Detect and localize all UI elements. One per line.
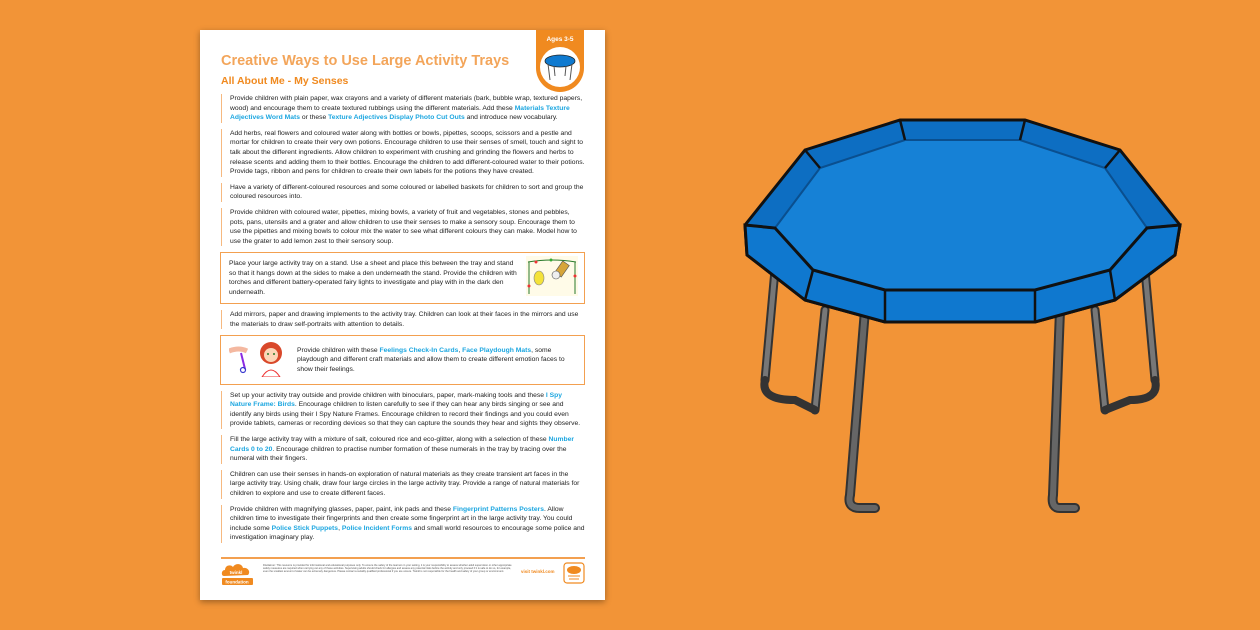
paragraph-text xyxy=(230,208,585,246)
activity-paragraph xyxy=(221,183,585,202)
paragraph-text-segment: , some playdough and different craft materials and allow them to create different emotion faces to show their feelings. xyxy=(297,346,565,373)
age-badge-label: Ages 3-5 xyxy=(546,36,574,43)
paragraph-text-segment: Add mirrors, paper and drawing implements to the activity tray. Children can look at their faces in the mirrors and use the materials to draw self-portraits with attention to details. xyxy=(230,310,579,328)
activity-paragraph xyxy=(221,129,585,177)
activity-paragraph xyxy=(221,391,585,429)
activity-paragraph xyxy=(221,470,585,499)
paragraph-text-segment: , xyxy=(458,346,463,354)
disclaimer: Disclaimer: This resource is provided for informational and educational purposes only. To ensure the safety of the learners in your setting, it is your responsibility to assess whether adult supervision or other appropriate safety measures are required when carrying out any of these activities. Supervising adults should check for allergies and assess any potential risks before the activity and only proceed if it is safe to do so, for example, even the smallest amount of water can be extremely dangerous. Please contact a suitably qualified professional if you are unsure. Twinkl is not responsible for the health and safety of your group or environment. xyxy=(263,564,512,574)
paragraph-text xyxy=(230,310,585,329)
activity-document xyxy=(200,30,605,600)
paragraph-text xyxy=(229,259,520,297)
paragraph-text-segment: and introduce new vocabulary. xyxy=(464,114,558,122)
resource-link[interactable]: Police Incident Forms xyxy=(341,524,412,532)
age-badge xyxy=(536,30,584,92)
quality-seal-icon xyxy=(563,562,585,584)
paragraph-text xyxy=(230,94,585,123)
paragraph-text-segment: Set up your activity tray outside and provide children with binoculars, paper, mark-making tools and these xyxy=(230,391,546,399)
paragraph-text xyxy=(230,505,585,543)
svg-text:foundation: foundation xyxy=(225,579,249,585)
paragraph-text-segment: . Allow children time to investigate their fingerprints and then create some fingerprint art in the large activity tray. You could include some xyxy=(230,505,573,532)
svg-text:twinkl: twinkl xyxy=(229,570,243,575)
paragraph-text-segment: Provide children with magnifying glasses, paper, paint, ink pads and these xyxy=(230,505,453,513)
paragraph-text xyxy=(230,183,585,202)
activity-paragraph xyxy=(221,310,585,329)
paragraph-text-segment: Children can use their senses in hands-on exploration of natural materials as they create transient art faces in the large activity tray. Using chalk, draw four large circles in the large activity tray. Provide a range of natural materials for children to explore and use to create different faces. xyxy=(230,470,580,498)
paragraph-text xyxy=(230,391,585,429)
resource-link[interactable]: Number Cards 0 to 20 xyxy=(230,436,575,453)
twinkl-foundation-logo xyxy=(221,562,254,586)
paragraph-text-segment: Provide children with coloured water, pipettes, mixing bowls, a variety of fruit and vegetables, stones and pebbles, pots, pans, utensils and a grater and allow children to use their senses to make a sensory soup. Encourage them to use the pipettes and mixing bowls to colour mix the water to see what different colours they can make. Model how to use the grater to add lemon zest to their sensory soup. xyxy=(230,208,577,245)
page-subtitle: All About Me - My Senses xyxy=(221,75,349,87)
resource-link[interactable]: Police Stick Puppets xyxy=(271,524,339,532)
paragraph-text-segment: , xyxy=(338,524,342,532)
page-title: Creative Ways to Use Large Activity Trays xyxy=(221,53,510,69)
paragraph-text-segment: and small world resources to encourage some police and investigation imaginary play. xyxy=(230,524,585,542)
paragraph-text xyxy=(230,129,585,177)
paragraph-text-segment: Have a variety of different-coloured resources and some coloured or labelled baskets for children to sort and group the coloured resources into. xyxy=(230,183,584,201)
activity-tray-illustration xyxy=(735,110,1185,520)
visit-link[interactable]: visit twinkl.com xyxy=(521,569,555,574)
paragraph-text xyxy=(297,346,578,375)
resource-link[interactable]: Fingerprint Patterns Posters xyxy=(452,505,545,513)
activity-list xyxy=(221,94,585,549)
activity-paragraph xyxy=(221,94,585,123)
paragraph-text-segment: Fill the large activity tray with a mixture of salt, coloured rice and eco-glitter, along with a selection of these xyxy=(230,436,549,444)
activity-paragraph xyxy=(220,252,585,304)
torch-and-fairy-lights-illustration xyxy=(526,256,578,300)
footer-divider xyxy=(221,557,585,559)
paragraph-text-segment: . Encourage children to practise number formation of these numerals in the tray by tracing over the numeral with their fingers. xyxy=(230,445,567,463)
paragraph-text-segment: or these xyxy=(300,114,329,122)
resource-link[interactable]: I Spy Nature Frame: Birds xyxy=(230,391,563,409)
paragraph-text-segment: Add herbs, real flowers and coloured water along with bottles or bowls, pipettes, scoops, scissors and a pestle and mortar for children to create their very own potions. Encourage children to use their senses of smell, touch and sight to talk about the different ingredients. Allow children to experiment with crushing and grinding the flowers and herbs to release scents and adding them to their bottles. Encourage the children to add different-coloured water to their potions. Provide tags, ribbon and pens for children to create their own labels for the potions they have created. xyxy=(230,129,585,176)
paragraph-text-segment: Provide children with plain paper, wax crayons and a variety of different materials (bark, bubble wrap, textured papers, wood) and encourage them to create textured rubbings using the different materials. Add these xyxy=(230,95,583,112)
activity-paragraph xyxy=(220,335,585,385)
resource-link[interactable]: Texture Adjectives Display Photo Cut Outs xyxy=(328,114,465,122)
paragraph-text xyxy=(230,470,585,499)
resource-link[interactable]: Materials Texture Adjectives Word Mats xyxy=(230,104,570,122)
paragraph-text-segment: Place your large activity tray on a stand. Use a sheet and place this between the tray and stand so that it hangs down at the sides to make a den underneath the stand. Provide the children with torches and different battery-operated fairy lights to investigate and play with in the dark den underneath. xyxy=(229,259,517,296)
paragraph-text xyxy=(230,435,585,464)
paragraph-text-segment: . Encourage children to listen carefully to see if they can hear any birds singing or see and identify any birds using their I Spy Nature Frames. Encourage children to record their findings and you could even provide tablets, cameras or recording devices so that they can capture the sounds they hear and sights they observe. xyxy=(230,401,581,428)
activity-paragraph xyxy=(221,208,585,246)
paragraph-text-segment: Provide children with these xyxy=(297,346,380,354)
activity-paragraph xyxy=(221,435,585,464)
resource-link[interactable]: Feelings Check-In Cards xyxy=(379,346,459,354)
resource-link[interactable]: Face Playdough Mats xyxy=(462,346,532,354)
activity-paragraph xyxy=(221,505,585,543)
girl-with-scissors-illustration xyxy=(229,339,291,381)
